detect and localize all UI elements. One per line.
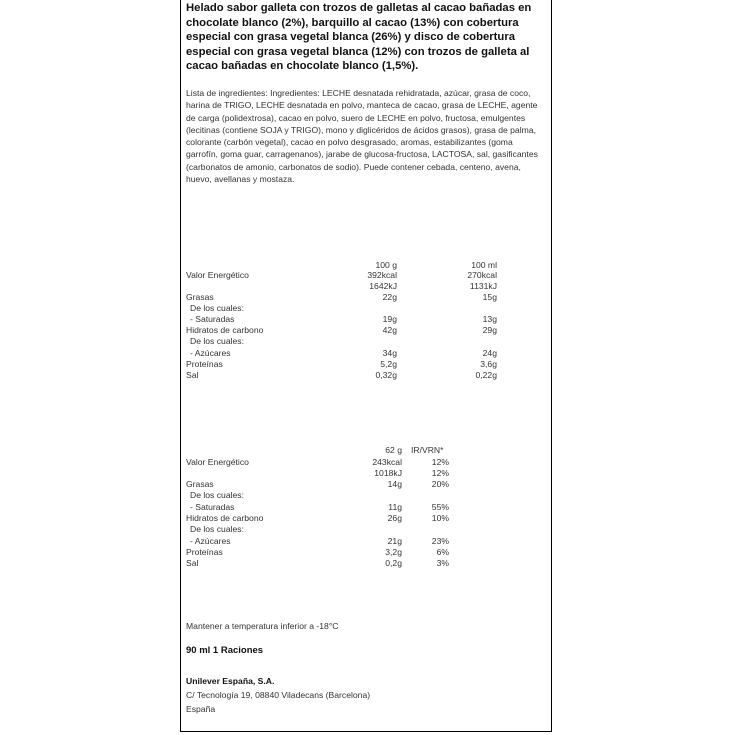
- company-country: España: [186, 704, 216, 714]
- protein-100g: 5,2g: [380, 359, 397, 369]
- energy-kcal-100g: 392kcal: [367, 270, 397, 280]
- energy-kj-100g: 1642kJ: [369, 281, 397, 291]
- saturated-ir: 55%: [431, 502, 449, 512]
- fat-sub-label: De los cuales:: [190, 303, 244, 313]
- sugars-62g: 21g: [387, 536, 402, 546]
- energy-kj-ir: 12%: [431, 468, 449, 478]
- energy-kj-100ml: 1131kJ: [469, 281, 497, 291]
- fat-100ml: 15g: [482, 292, 497, 302]
- energy-kj-62g: 1018kJ: [374, 468, 402, 478]
- company-name: Unilever España, S.A.: [186, 676, 275, 686]
- col-header-100ml: 100 ml: [471, 260, 497, 270]
- salt-label: Sal: [186, 370, 199, 380]
- sugars-label: - Azúcares: [190, 348, 231, 358]
- protein-label: Proteínas: [186, 359, 223, 369]
- carbs-label: Hidratos de carbono: [186, 325, 264, 335]
- energy-kcal-100ml: 270kcal: [467, 270, 497, 280]
- protein-100ml: 3,6g: [480, 359, 497, 369]
- fat-62g: 14g: [387, 479, 402, 489]
- saturated-100ml: 13g: [482, 314, 497, 324]
- salt-label-2: Sal: [186, 558, 199, 568]
- salt-100g: 0,32g: [375, 370, 397, 380]
- fat-label: Grasas: [186, 292, 214, 302]
- fat-sub-label-2: De los cuales:: [190, 490, 244, 500]
- energy-kcal-62g: 243kcal: [372, 457, 402, 467]
- saturated-62g: 11g: [388, 502, 402, 512]
- fat-100g: 22g: [382, 292, 397, 302]
- energy-kcal-ir: 12%: [431, 457, 449, 467]
- energy-label: Valor Energético: [186, 270, 249, 280]
- protein-label-2: Proteínas: [186, 547, 223, 557]
- carbs-sub-label: De los cuales:: [190, 336, 244, 346]
- salt-100ml: 0,22g: [475, 370, 497, 380]
- product-title: Helado sabor galleta con trozos de galletas al cacao bañadas en chocolate blanco (2%), barquillo al cacao (13%) con cobertura especial con grasa vegetal blanca (26%) y disco de cobertura especial con grasa vegetal blanca (12%) con trozos de galleta al cacao bañadas en chocolate blanco (1,5%).: [186, 2, 532, 73]
- saturated-100g: 19g: [382, 314, 397, 324]
- carbs-100g: 42g: [382, 325, 397, 335]
- ingredients-list: Lista de ingredientes: Ingredientes: LECHE desnatada rehidratada, azúcar, grasa de coco, harina de TRIGO, LECHE desnatada en polvo, manteca de cacao, grasa de LECHE, agente de carga (polidextrosa), cacao en polvo, suero de LECHE en polvo, fructosa, emulgentes (lecitinas (contiene SOJA y TRIGO), mono y diglicéridos de ácidos grasos), grasa de palma, colorante (carbón vegetal), cacao en polvo desgrasado, aromas, estabilizantes (goma garrofín, goma guar, carragenanos), jarabe de glucosa-fructosa, LACTOSA, sal, gasificantes (carbonatos de amonio, carbonatos de sodio). Puede contener cebada, centeno, avena, huevo, avellanas y mostaza.: [186, 88, 538, 185]
- col-header-ir-vrn: IR/VRN*: [411, 445, 444, 455]
- salt-ir: 3%: [436, 558, 449, 568]
- fat-ir: 20%: [431, 479, 449, 489]
- col-header-62g: 62 g: [385, 445, 402, 455]
- carbs-62g: 26g: [387, 513, 402, 523]
- protein-62g: 3,2g: [385, 547, 402, 557]
- salt-62g: 0,2g: [385, 558, 402, 568]
- col-header-100g: 100 g: [375, 260, 397, 270]
- carbs-ir: 10%: [431, 513, 449, 523]
- storage-instructions: Mantener a temperatura inferior a -18°C: [186, 621, 339, 631]
- saturated-label: - Saturadas: [190, 314, 235, 324]
- carbs-sub-label-2: De los cuales:: [190, 524, 244, 534]
- energy-label-2: Valor Energético: [186, 457, 249, 467]
- protein-ir: 6%: [436, 547, 449, 557]
- portion-info: 90 ml 1 Raciones: [186, 645, 264, 656]
- carbs-100ml: 29g: [482, 325, 497, 335]
- company-address: C/ Tecnología 19, 08840 Viladecans (Barcelona): [186, 690, 371, 700]
- sugars-ir: 23%: [431, 536, 449, 546]
- sugars-100ml: 24g: [482, 348, 497, 358]
- sugars-label-2: - Azúcares: [190, 536, 231, 546]
- fat-label-2: Grasas: [186, 479, 214, 489]
- carbs-label-2: Hidratos de carbono: [186, 513, 264, 523]
- saturated-label-2: - Saturadas: [190, 502, 235, 512]
- sugars-100g: 34g: [382, 348, 397, 358]
